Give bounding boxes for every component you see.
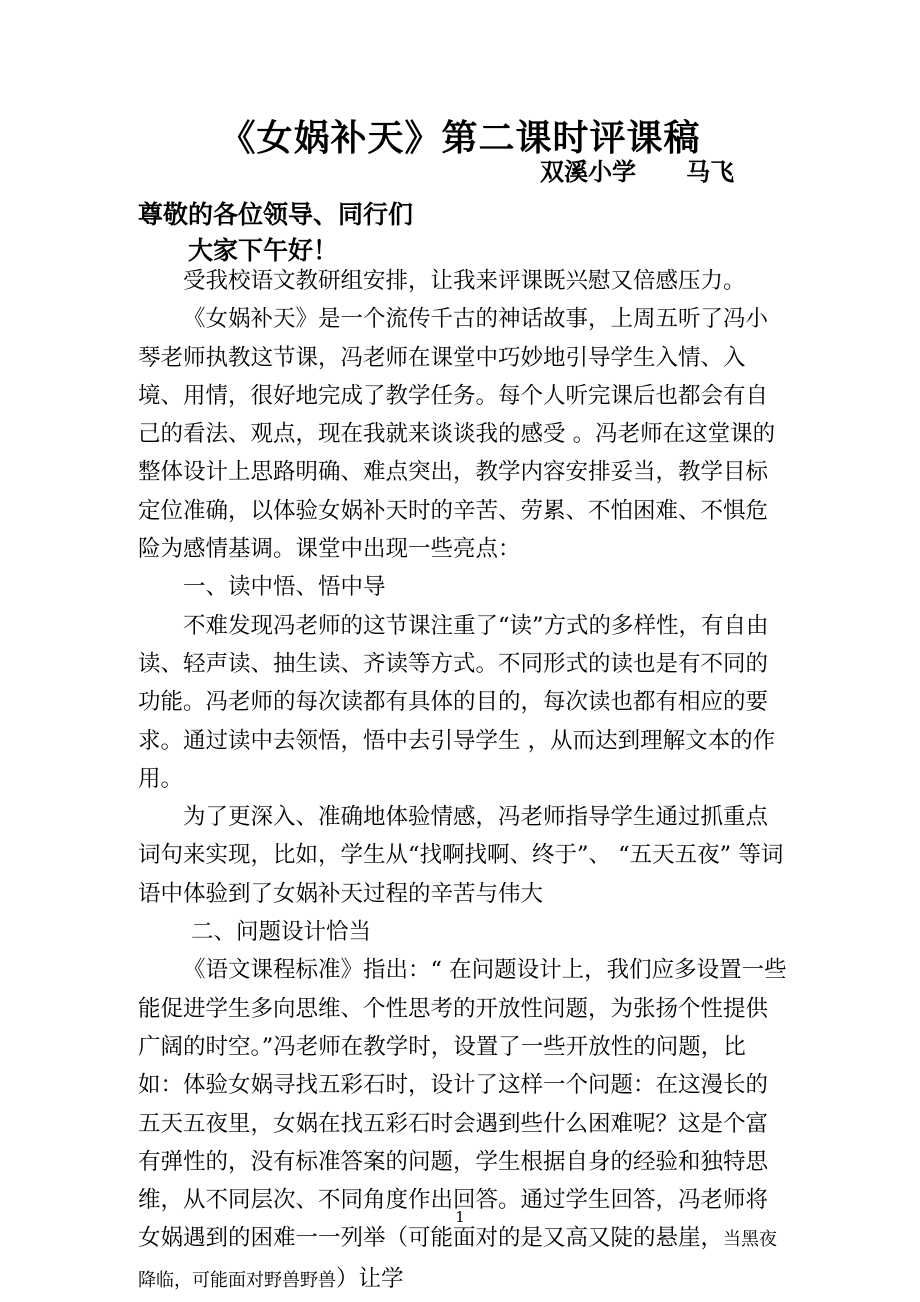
greeting-line-2: 大家下午好！ [188,236,339,265]
page-number: 1 [455,1208,465,1226]
paragraph-4: 为了更深入、准确地体验情感，冯老师指导学生通过抓重点词句来实现，比如，学生从“找啊找啊、终于”、 “五天五夜” 等词语中体验到了女娲补天过程的辛苦与伟大 [138,804,784,907]
author-line: 双溪小学 马飞 [540,158,735,186]
paragraph-5-part-b: 当黑夜降临，可能面对野兽野兽 [138,1229,778,1291]
paragraph-5-part-a: 《语文课程标准》指出：“ 在问题设计上，我们应多设置一些能促进学生多向思维、个性思考的开放性问题，为张扬个性提供广阔的时空。”冯老师在教学时，设置了一些开放性的问题，比如：体验女娲寻找五彩石时，设计了这样一个问题：在这漫长的五天五夜里，女娲在找五彩石时会遇到些什么困难呢？这是个富有弹性的，没有标准答案的问题，学生根据自身的经验和独特思维，从不同层次、不同角度作出回答。通过学生回答，冯老师将女娲遇到的困难一一列举（可能面对的是又高又陡的悬崖， [138,957,787,1252]
paragraph-1: 受我校语文教研组安排，让我来评课既兴慰又倍感压力。 [183,268,746,294]
page-title: 《女娲补天》第二课时评课稿 [219,117,701,159]
section-heading-2: 二、问题设计恰当 [191,919,372,946]
document-body [138,262,788,1300]
greeting-line-1: 尊敬的各位领导、同行们 [138,200,414,229]
paragraph-3: 不难发现冯老师的这节课注重了“读”方式的多样性，有自由读、轻声读、抽生读、齐读等方式。不同形式的读也是有不同的功能。冯老师的每次读都有具体的目的，每次读也都有相应的要求。通过读中去领悟，悟中去引导学生 ，从而达到理解文本的作用。 [138,612,776,792]
section-heading-1: 一、读中悟、悟中导 [183,574,386,601]
paragraph-5-part-c: ）让学 [336,1265,404,1292]
paragraph-5 [138,951,788,1300]
paragraph-2: 《女娲补天》是一个流传千古的神话故事，上周五听了冯小琴老师执教这节课，冯老师在课堂中巧妙地引导学生入情、入境、用情，很好地完成了教学任务。每个人听完课后也都会有自己的看法、观点，现在我就来谈谈我的感受 。冯老师在这堂课的整体设计上思路明确、难点突出，教学内容安排妥当，教学目标定位准确，以体验女娲补天时的辛苦、劳累、不怕困难、不惧危险为感情基调。课堂中出现一些亮点： [138,306,776,563]
